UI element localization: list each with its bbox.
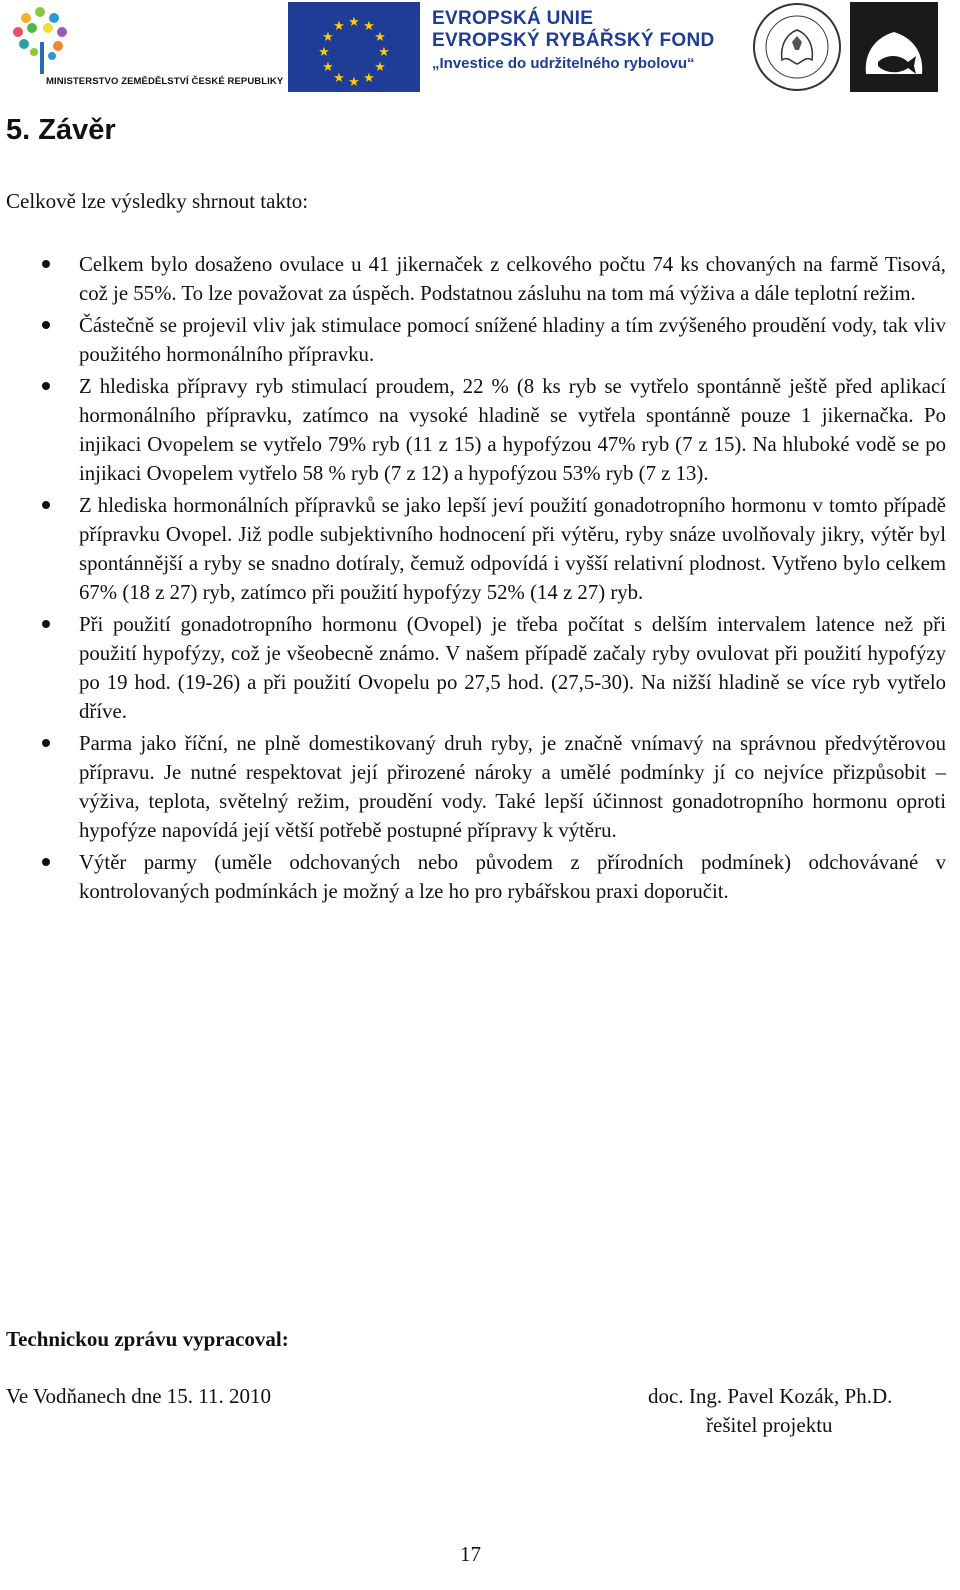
list-item <box>0 311 946 369</box>
ministry-logo <box>8 4 284 96</box>
svg-text:★: ★ <box>348 75 360 90</box>
list-item <box>0 610 946 726</box>
page-header <box>0 0 960 100</box>
ministry-logo-text: MINISTERSTVO ZEMĚDĚLSTVÍ ČESKÉ REPUBLIKY <box>46 76 284 87</box>
svg-text:★: ★ <box>322 30 334 45</box>
eu-fund-text <box>432 8 715 76</box>
report-author-title: Technickou zprávu vypracoval: <box>6 1327 289 1351</box>
svg-text:★: ★ <box>322 60 334 75</box>
section-heading: 5. Závěr <box>6 114 116 146</box>
fisheries-logo <box>850 2 938 92</box>
list-item-text: Částečně se projevil vliv jak stimulace pomocí snížené hladiny a tím zvýšeného proudění vody, tak vliv použitého hormonálního přípravku. <box>79 314 946 366</box>
list-item <box>0 372 946 488</box>
eu-line-3: „Investice do udržitelného rybolovu“ <box>432 55 695 72</box>
seal-icon <box>752 2 842 92</box>
conclusion-list <box>0 250 946 909</box>
bullet-icon <box>42 321 50 329</box>
list-item-text: Výtěr parmy (uměle odchovaných nebo původem z přírodních podmínek) odchovávané v kontrolovaných podmínkách je možný a lze ho pro rybářskou praxi doporučit. <box>79 851 946 903</box>
bullet-icon <box>42 620 50 628</box>
list-item-text: Celkem bylo dosaženo ovulace u 41 jikernaček z celkového počtu 74 ks chovaných na farmě Tisová, což je 55%. To lze považovat za úspěch. Podstatnou zásluhu na tom má výživa a dále teplotní režim. <box>79 253 946 305</box>
svg-text:★: ★ <box>333 71 345 86</box>
list-item-text: Při použití gonadotropního hormonu (Ovopel) je třeba počítat s delším intervalem latence než při použití hypofýzy, což je všeobecně známo. V našem případě začaly ryby ovulovat při použití hypofýzy po 19 hod. (19-26) a při použití Ovopelu po 27,5 hod. (27,5-30). Na nižší hladině se více ryb vytřelo dříve. <box>79 613 946 723</box>
bullet-icon <box>42 858 50 866</box>
list-item-text: Z hlediska přípravy ryb stimulací proudem, 22 % (8 ks ryb se vytřelo spontánně ještě před aplikací hormonálního přípravku, zatímco na vysoké hladině se vytřela spontánně pouze 1 jikernačka. Po injikaci Ovopelem se vytřelo 79% ryb (11 z 15) a hypofýzou 47% ryb (7 z 15). Na hluboké vodě se po injikaci Ovopelem vytřelo 58 % ryb (7 z 12) a hypofýzou 53% ryb (7 z 13). <box>79 375 946 485</box>
place-date: Ve Vodňanech dne 15. 11. 2010 <box>6 1384 271 1408</box>
svg-text:★: ★ <box>374 60 386 75</box>
list-item-text: Parma jako říční, ne plně domestikovaný druh ryby, je značně vnímavý na správnou předvýtěrovou přípravu. Je nutné respektovat její přirozené nároky a umělé podmínky jí co nejvíce přizpůsobit – výživa, teplota, světelný režim, proudění vody. Také lepší účinnost gonadotropního hormonu oproti hypofýze napovídá její větší potřebě postupné přípravy k výtěru. <box>79 732 946 842</box>
section-intro: Celkově lze výsledky shrnout takto: <box>6 189 309 213</box>
eu-line-2: EVROPSKÝ RYBÁŘSKÝ FOND <box>432 30 715 51</box>
svg-text:★: ★ <box>374 30 386 45</box>
svg-text:★: ★ <box>318 45 330 60</box>
svg-text:★: ★ <box>348 15 360 30</box>
bullet-icon <box>42 739 50 747</box>
bullet-icon <box>42 501 50 509</box>
tree-icon <box>8 4 78 76</box>
svg-text:★: ★ <box>363 71 375 86</box>
svg-text:★: ★ <box>378 45 390 60</box>
list-item <box>0 848 946 906</box>
list-item-text: Z hlediska hormonálních přípravků se jako lepší jeví použití gonadotropního hormonu v tomto případě přípravku Ovopel. Již podle subjektivního hodnocení při výtěru, ryby snáze uvolňovaly jikry, výtěr byl spontánnější a ryby se snadno dotíraly, čemuž odpovídá i vyšší relativní plodnost. Vytřeno bylo celkem 67% (18 z 27) ryb, zatímco při použití hypofýzy 52% (14 z 27) ryb. <box>79 494 946 604</box>
eu-flag <box>288 2 420 92</box>
eu-stars-icon <box>288 2 420 92</box>
eu-line-1: EVROPSKÁ UNIE <box>432 8 594 29</box>
university-seal <box>752 2 842 92</box>
author-name: doc. Ing. Pavel Kozák, Ph.D. <box>648 1384 893 1408</box>
list-item <box>0 250 946 308</box>
bullet-icon <box>42 382 50 390</box>
svg-text:★: ★ <box>333 19 345 34</box>
fish-icon <box>850 2 938 92</box>
list-item <box>0 729 946 845</box>
page-number: 17 <box>460 1542 481 1566</box>
list-item <box>0 491 946 607</box>
author-role: řešitel projektu <box>706 1413 833 1437</box>
bullet-icon <box>42 260 50 268</box>
svg-text:★: ★ <box>363 19 375 34</box>
